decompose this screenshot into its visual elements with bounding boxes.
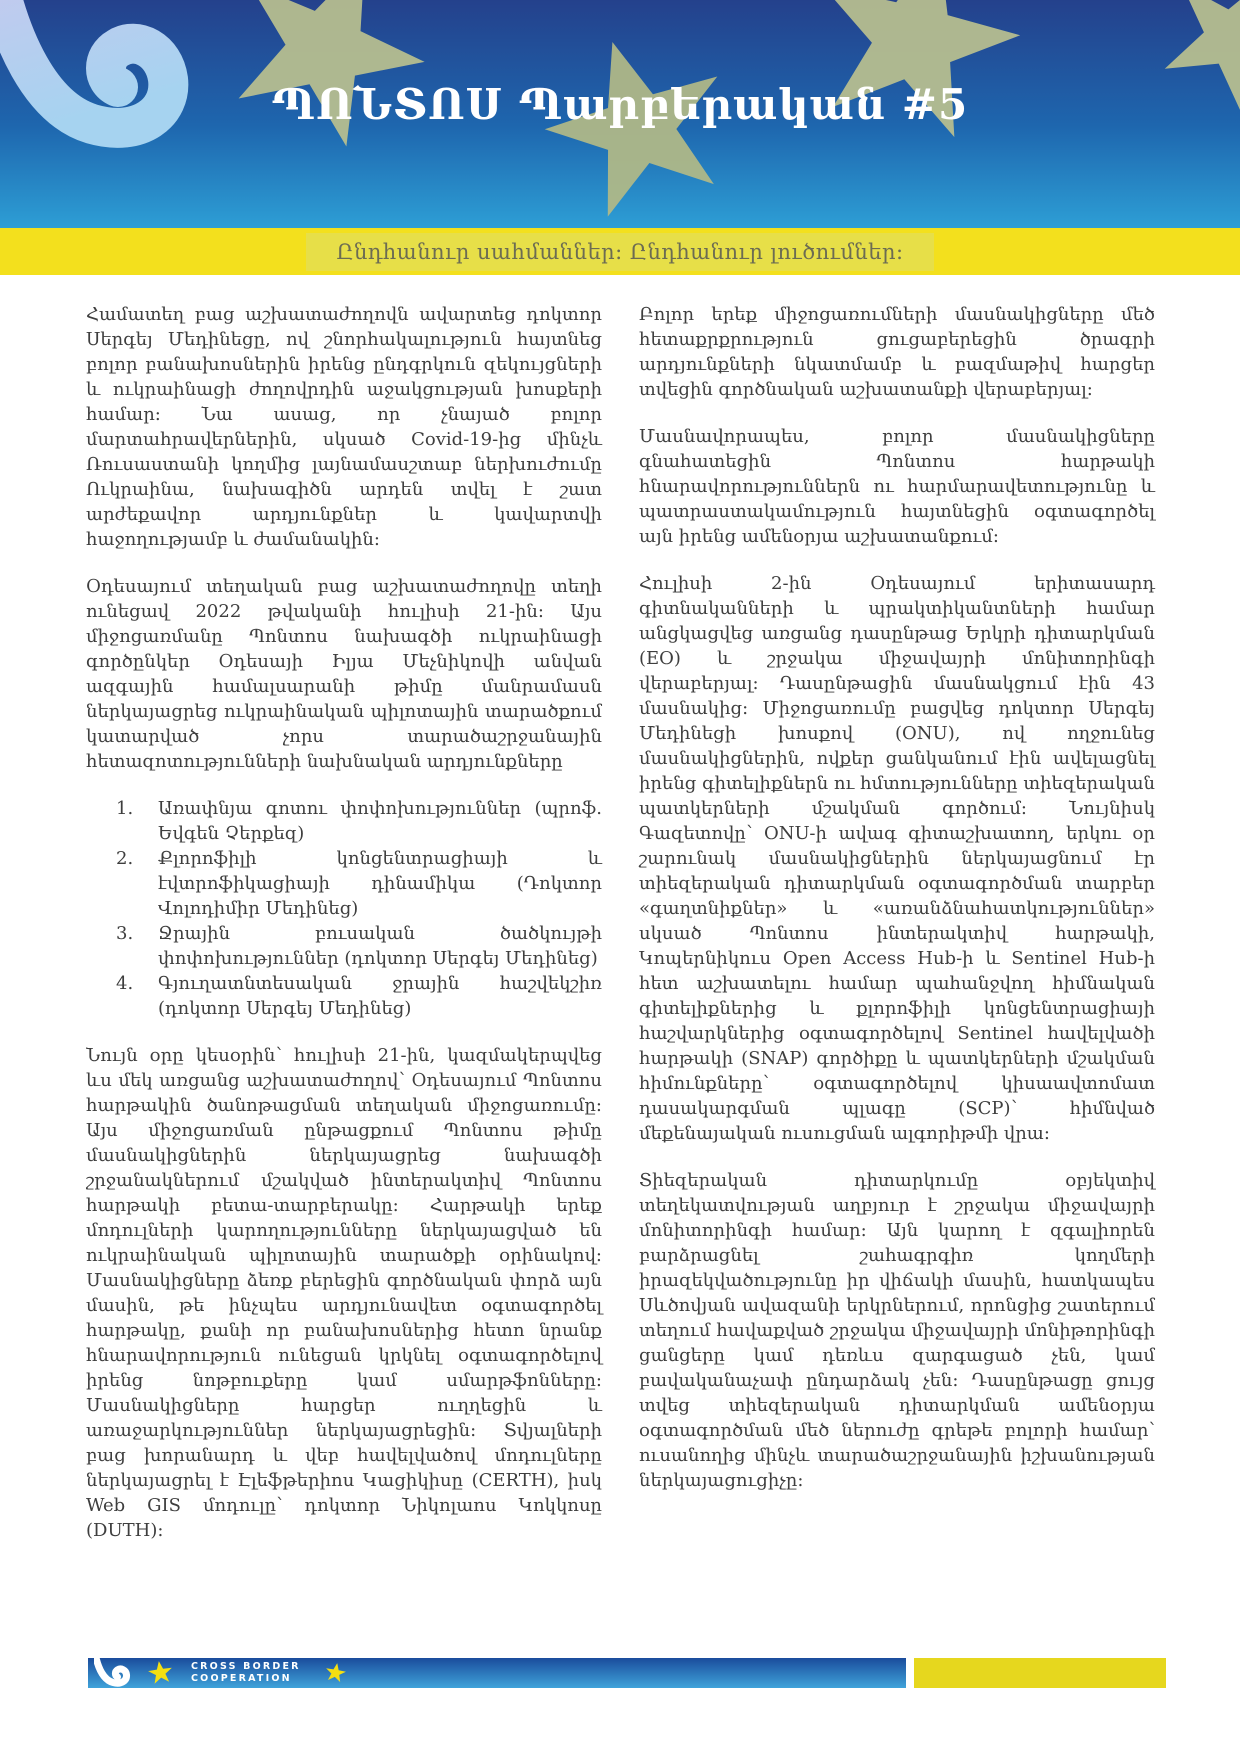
paragraph: Բոլոր երեք միջոցառումների մասնակիցները մեծ հետաքրքրություն ցուցաբերեցին ծրագրի արդյունքների նկատմամբ և բազմաթիվ հարցեր տվեցին գործնական աշխատանքի վերաբերյալ: [639, 304, 1155, 400]
list-item-number: 1. [116, 798, 134, 819]
paragraph: Տիեզերական դիտարկումը օբյեկտիվ տեղեկատվության աղբյուր է շրջակա միջավայրի մոնիտորինգի համար: Այն կարող է զգալիորեն բարձրացնել շահագրգիռ կողմերի իրազեկվածությունը իր վիճակի մասին, հատկապես Սևծովյան ավազանի երկրներում, որոնցից շատերում տեղում հավաքված շրջակա միջավայրի մոնիթորինգի ցանցերը կամ դեռևս զարգացած չեն, կամ բավականաչափ ընդարձակ չեն: Դասընթացը ցույց տվեց տիեզերական դիտարկման ամենօրյա օգտագործման մեծ ներուժը գրեթե բոլորի համար՝ ուսանողից մինչև տարածաշրջանային իշխանության ներկայացուցիչը: [639, 1170, 1155, 1491]
star-icon [146, 1659, 174, 1686]
numbered-list [86, 796, 602, 1021]
slogan-band [0, 228, 1240, 275]
paragraph: Համատեղ բաց աշխատաժողովն ավարտեց դոկտոր Սերգեյ Մեդինեցը, ով շնորհակալություն հայտնեց բոլոր բանախոսներին իրենց ընդգրկուն զեկույցների և ուկրաինացի ժողովրդին աջակցության խոսքերի համար: Նա ասաց, որ չնայած բոլոր մարտահրավերներին, սկսած Covid-19-ից մինչև Ռուսաստանի կողմից լայնամասշտաբ ներխուժումը Ուկրաինա, նախագիծն արդեն տվել է շատ արժեքավոր արդյունքներ և կավարտվի հաջողությամբ և ժամանակին: [86, 304, 602, 550]
star-icon [323, 1661, 347, 1684]
footer-logo-line1: CROSS BORDER [191, 1660, 301, 1672]
list-item [86, 796, 602, 846]
paragraph: Օդեսայում տեղական բաց աշխատաժողովը տեղի ունեցավ 2022 թվականի հուլիսի 21-ին: Այս միջոցառմանը Պոնտոս նախագծի ուկրաինացի գործընկեր Օդեսայի Իլյա Մեչնիկովի անվան ազգային համալսարանի թիմը մանրամասն ներկայացրեց ուկրաինական պիլոտային տարածքում կատարված չորս տարածաշրջանային հետազոտությունների նախնական արդյունքները [86, 576, 602, 772]
right-column [639, 302, 1155, 1652]
list-item [86, 971, 602, 1021]
left-column [86, 302, 602, 1652]
paragraph: Նույն օրը կեսօրին՝ հուլիսի 21-ին, կազմակերպվեց ևս մեկ առցանց աշխատաժողով՝ Օդեսայում Պոնտոս հարթակին ծանոթացման տեղական միջոցառումը: Այս միջոցառման ընթացքում Պոնտոս թիմը մասնակիցներին ներկայացրեց նախագծի շրջանակներում մշակված ինտերակտիվ Պոնտոս հարթակի բետա-տարբերակը: Հարթակի երեք մոդուլների կարողությունները ներկայացված են ուկրաինական պիլոտային տարածքի օրինակով: Մասնակիցները ձեռք բերեցին գործնական փորձ այն մասին, թե ինչպես արդյունավետ օգտագործել հարթակը, քանի որ բանախոսներից հետո նրանք հնարավորություն ունեցան կրկնել օգտագործելով իրենց նոթբուքերը կամ սմարթֆոնները: Մասնակիցները հարցեր ուղղեցին և առաջարկություններ ներկայացրեցին: Տվյալների բաց խորանարդ և վեբ հավելվածով մոդուլները ներկայացրել է Էլեֆթերիոս Կացիկիսը (CERTH), իսկ Web GIS մոդուլը՝ դոկտոր Նիկոլաոս Կոկկոսը (DUTH): [86, 1045, 602, 1541]
list-item [86, 846, 602, 921]
slogan-highlight [306, 233, 933, 271]
footer-logo-bar [88, 1658, 906, 1688]
list-item-number: 4. [116, 973, 134, 994]
swirl-logo-icon [94, 1658, 134, 1688]
footer-logo-line2: COOPERATION [191, 1673, 292, 1684]
list-item-text: Առափնյա գոտու փոփոխություններ (պրոֆ. Եվգեն Չերքեզ) [158, 798, 602, 844]
list-item-number: 3. [116, 923, 134, 944]
page-title: ՊՈՆՏՈՍ Պարբերական #5 [271, 80, 969, 129]
list-item-text: Քլորոֆիլի կոնցենտրացիայի և էվտրոֆիկացիայի դինամիկա (Դոկտոր Վոլոդիմիր Մեդինեց) [158, 848, 602, 919]
paragraph: Հուլիսի 2-ին Օդեսայում երիտասարդ գիտնականների և պրակտիկանտների համար անցկացվեց առցանց դասընթաց Երկրի դիտարկման (EO) և շրջակա միջավայրի մոնիտորինգի վերաբերյալ: Դասընթացին մասնակցում էին 43 մասնակից: Միջոցառումը բացվեց դոկտոր Սերգեյ Մեդինեցի խոսքով (ONU), ով ողջունեց մասնակիցներին, ովքեր ցանկանում էին ավելացնել իրենց գիտելիքներն ու հմտությունները տիեզերական պատկերների մշակման գործում: Նույնիսկ Գազետովը՝ ONU-ի ավագ գիտաշխատող, երկու օր շարունակ մասնակիցներին ներկայացնում էր տիեզերական դիտարկման օգտագործման տարբեր «գաղտնիքներ» և «առանձնահատկություններ» սկսած Պոնտոս ինտերակտիվ հարթակի, Կոպերնիկուս Open Access Hub-ի և Sentinel Hub-ի հետ աշխատելու համար պահանջվող հիմնական գիտելիքներից և քլորոֆիլի կոնցենտրացիայի հաշվարկներից օգտագործելով Sentinel հավելվածի հարթակի (SNAP) գործիքը և պատկերների մշակման հիմունքները՝ օգտագործելով կիսաավտոմատ դասակարգման պլագը (SCP)՝ հիմնված մեքենայական ուսուցման ալգորիթմի վրա: [639, 573, 1155, 1144]
footer-logo-text [191, 1661, 301, 1686]
list-item-text: Ջրային բուսական ծածկույթի փոփոխություններ (դոկտոր Սերգեյ Մեդինեց) [158, 923, 602, 969]
list-item [86, 921, 602, 971]
list-item-number: 2. [116, 848, 134, 869]
header-banner [0, 0, 1240, 228]
article-body [86, 302, 1156, 1652]
paragraph: Մասնավորապես, բոլոր մասնակիցները գնահատեցին Պոնտոս հարթակի հնարավորություններն ու հարմարավետությունը և պատրաստակամություն հայտնեցին օգտագործել այն իրենց ամենօրյա աշխատանքում: [639, 426, 1155, 547]
list-item-text: Գյուղատնտեսական ջրային հաշվեկշիռ (դոկտոր Սերգեյ Մեդինեց) [158, 973, 602, 1019]
footer-yellow-bar [914, 1658, 1166, 1688]
slogan-text: Ընդհանուր սահմաններ: Ընդհանուր լուծումներ: [336, 239, 904, 264]
